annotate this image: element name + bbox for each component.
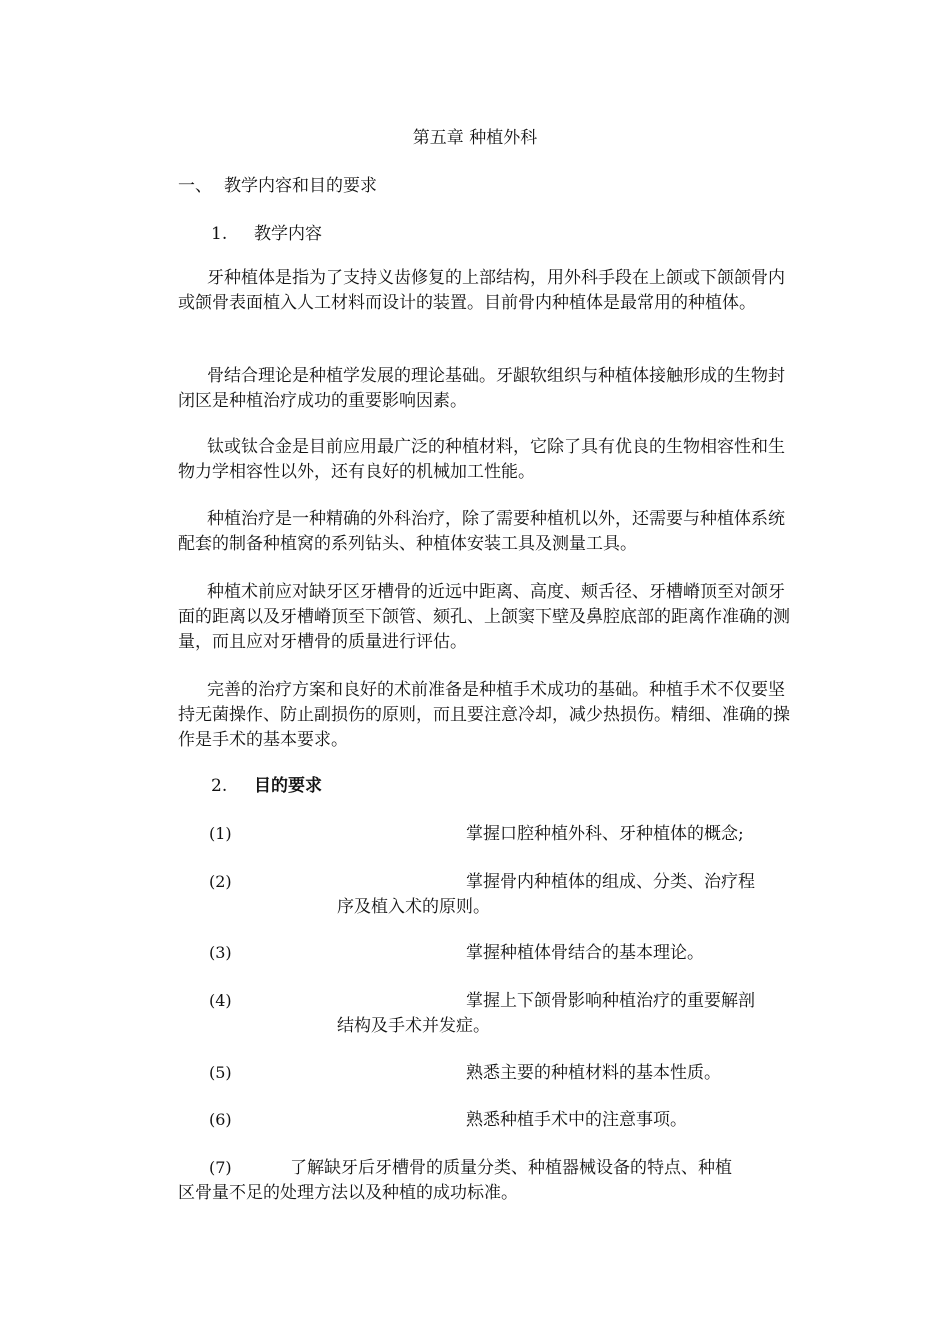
subsection-heading: 目的要求 xyxy=(254,776,322,796)
list-item-text: 掌握种植体骨结合的基本理论。 xyxy=(466,943,704,963)
paragraph: 完善的治疗方案和良好的术前准备是种植手术成功的基础。种植手术不仅要坚持无菌操作、防止副损伤的原则，而且要注意冷却，减少热损伤。精细、准确的操作是手术的基本要求。 xyxy=(178,680,790,750)
list-item-text: 掌握上下颌骨影响种植治疗的重要解剖 xyxy=(466,991,755,1011)
list-item-number: (3) xyxy=(209,943,232,962)
subsection-heading: 教学内容 xyxy=(254,224,322,244)
list-item-continuation: 序及植入术的原则。 xyxy=(337,897,490,917)
paragraph: 种植术前应对缺牙区牙槽骨的近远中距离、高度、颊舌径、牙槽嵴顶至对颌牙 面的距离以及牙槽嵴顶至下颌管、颏孔、上颌窦下壁及鼻腔底部的距离作准确的测量，而且应对牙槽骨的质量进行评估。 xyxy=(178,582,790,652)
subsection-number: 1. xyxy=(211,224,228,244)
paragraph: 种植治疗是一种精确的外科治疗，除了需要种植机以外，还需要与种植体系统配套的制备种植窝的系列钻头、种植体安装工具及测量工具。 xyxy=(178,509,785,554)
chapter-title: 第五章 种植外科 xyxy=(412,128,538,148)
paragraph: 牙种植体是指为了支持义齿修复的上部结构，用外科手段在上颌或下颌颌骨内或颌骨表面植入人工材料而设计的装置。目前骨内种植体是最常用的种植体。 xyxy=(178,268,785,313)
list-item-number: (6) xyxy=(209,1110,232,1129)
list-item-number: (1) xyxy=(209,824,232,843)
list-item-text: 了解缺牙后牙槽骨的质量分类、种植器械设备的特点、种植 xyxy=(290,1158,732,1178)
list-item-text: 掌握口腔种植外科、牙种植体的概念; xyxy=(466,824,744,844)
list-item-continuation: 区骨量不足的处理方法以及种植的成功标准。 xyxy=(178,1183,518,1203)
list-item-continuation: 结构及手术并发症。 xyxy=(337,1016,490,1036)
list-item-number: (5) xyxy=(209,1063,232,1082)
list-item-number: (7) xyxy=(209,1158,232,1177)
section-number: 一、 xyxy=(178,176,212,196)
list-item-text: 掌握骨内种植体的组成、分类、治疗程 xyxy=(466,872,755,892)
list-item-text: 熟悉种植手术中的注意事项。 xyxy=(466,1110,687,1130)
list-item-text: 熟悉主要的种植材料的基本性质。 xyxy=(466,1063,721,1083)
list-item-number: (2) xyxy=(209,872,232,891)
subsection-number: 2. xyxy=(211,776,228,796)
paragraph: 钛或钛合金是目前应用最广泛的种植材料，它除了具有优良的生物相容性和生物力学相容性以外，还有良好的机械加工性能。 xyxy=(178,437,785,482)
paragraph: 骨结合理论是种植学发展的理论基础。牙龈软组织与种植体接触形成的生物封闭区是种植治疗成功的重要影响因素。 xyxy=(178,366,785,411)
section-heading: 教学内容和目的要求 xyxy=(224,176,377,196)
list-item-number: (4) xyxy=(209,991,232,1010)
